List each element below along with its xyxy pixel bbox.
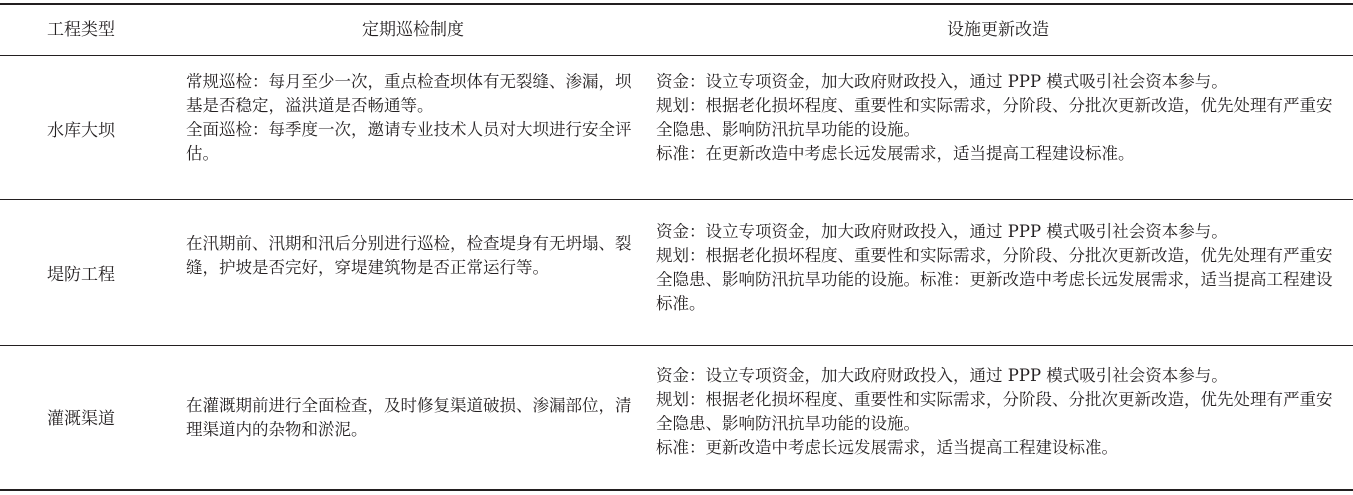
row-1-type: 水库大坝 (47, 121, 115, 141)
row-2-upgrade-planning: 规划：根据老化损坏程度、重要性和实际需求，分阶段、分批次更新改造，优先处理有严重安全隐患、影响防汛抗旱功能的设施。标准：更新改造中考虑长远发展需求，适当提高工程建设标准。 (656, 246, 1333, 313)
header-facility-upgrade: 设施更新改造 (947, 20, 1049, 40)
row-3-inspection (186, 394, 640, 442)
row-3-type: 灌溉渠道 (47, 409, 115, 429)
header-project-type: 工程类型 (47, 20, 115, 40)
row-2-type: 堤防工程 (47, 265, 115, 285)
row-2-inspection (186, 232, 640, 280)
row-2-inspection-text: 在汛期前、汛期和汛后分别进行巡检，检查堤身有无坍塌、裂缝，护坡是否完好，穿堤建筑物是否正常运行等。 (186, 234, 632, 277)
table-bottom-rule (0, 489, 1353, 491)
row-1-upgrade-planning: 规划：根据老化损坏程度、重要性和实际需求，分阶段、分批次更新改造，优先处理有严重安全隐患、影响防汛抗旱功能的设施。 (656, 96, 1333, 139)
row-1-upgrade-standard: 标准：在更新改造中考虑长远发展需求，适当提高工程建设标准。 (656, 144, 1135, 163)
row-1-rule (0, 199, 1353, 200)
row-1-inspection-regular: 常规巡检：每月至少一次，重点检查坝体有无裂缝、渗漏，坝基是否稳定，溢洪道是否畅通等。 (186, 72, 632, 115)
row-3-upgrade-funding: 资金：设立专项资金，加大政府财政投入，通过 PPP 模式吸引社会资本参与。 (656, 366, 1228, 385)
row-3-inspection-text: 在灌溉期前进行全面检查，及时修复渠道破损、渗漏部位，清理渠道内的杂物和淤泥。 (186, 396, 632, 439)
row-3-upgrade (656, 364, 1340, 460)
row-2-rule (0, 345, 1353, 346)
row-3-upgrade-standard: 标准：更新改造中考虑长远发展需求，适当提高工程建设标准。 (656, 438, 1118, 457)
row-2-upgrade (656, 220, 1340, 316)
row-1-inspection-full: 全面巡检：每季度一次，邀请专业技术人员对大坝进行安全评估。 (186, 120, 632, 163)
row-1-inspection (186, 70, 640, 166)
row-1-upgrade (656, 70, 1340, 166)
row-2-upgrade-funding: 资金：设立专项资金，加大政府财政投入，通过 PPP 模式吸引社会资本参与。 (656, 222, 1228, 241)
header-inspection-system: 定期巡检制度 (362, 20, 464, 40)
header-rule (0, 55, 1353, 56)
row-3-upgrade-planning: 规划：根据老化损坏程度、重要性和实际需求，分阶段、分批次更新改造，优先处理有严重安全隐患、影响防汛抗旱功能的设施。 (656, 390, 1333, 433)
table-top-rule (0, 3, 1353, 5)
row-1-upgrade-funding: 资金：设立专项资金，加大政府财政投入，通过 PPP 模式吸引社会资本参与。 (656, 72, 1228, 91)
